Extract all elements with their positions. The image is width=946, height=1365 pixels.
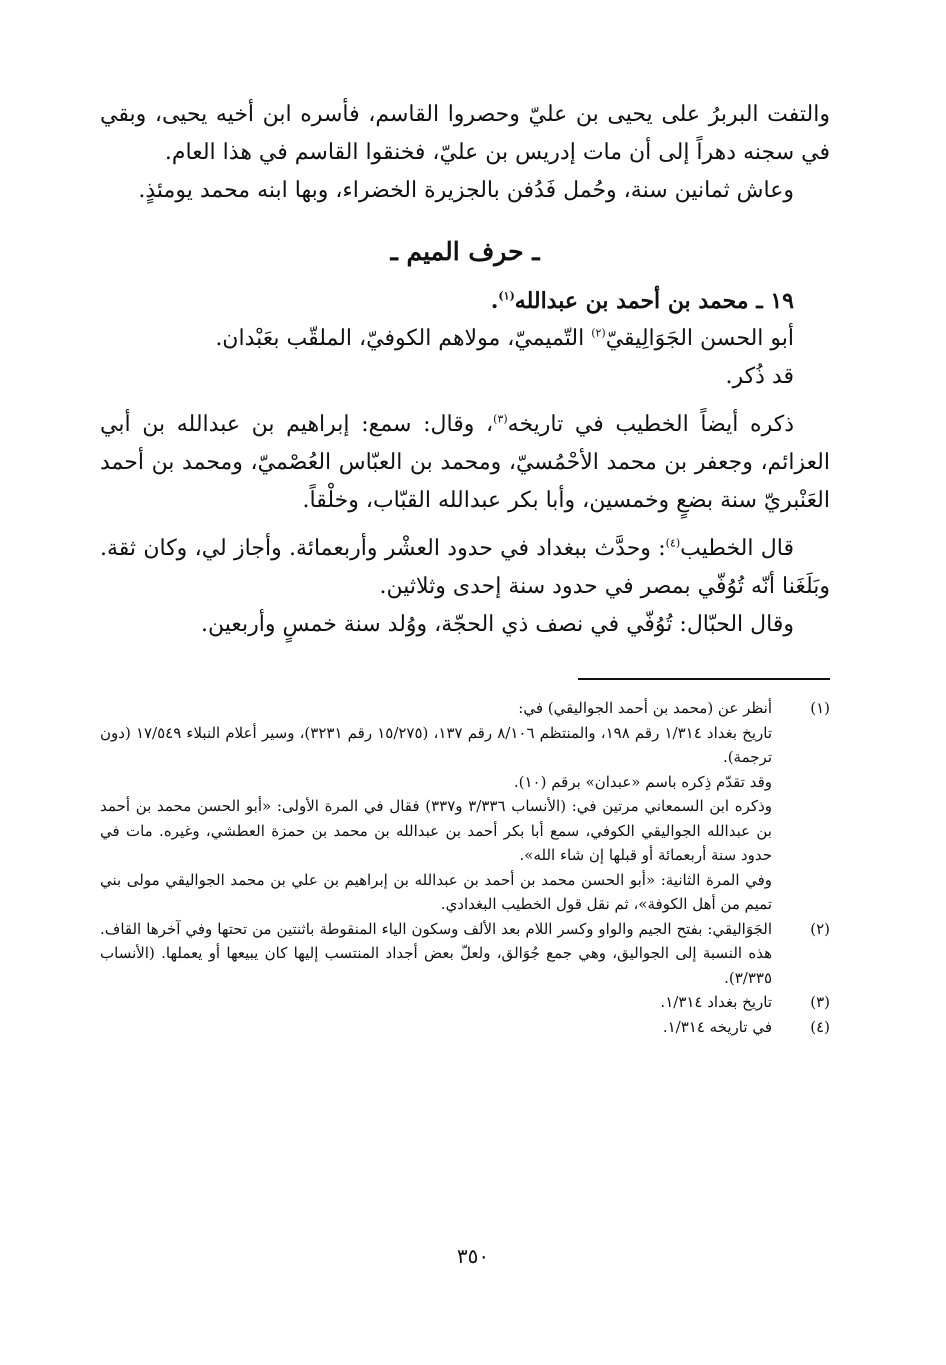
footnote-body bbox=[100, 917, 772, 991]
footnote-item bbox=[100, 917, 830, 991]
intro-line: يومئذٍ. bbox=[138, 178, 193, 203]
footnote-number: (٣) bbox=[810, 993, 830, 1011]
entry-identity bbox=[100, 320, 830, 358]
footnote-item bbox=[100, 990, 830, 1015]
intro-line: والتفت البربرُ على يحيى بن عليّ وحصروا القاسم، فأسره ابن أخيه يحيى، bbox=[154, 102, 830, 127]
intro-paragraph-2 bbox=[100, 172, 830, 210]
footnote-line: تاريخ بغداد ١/٣١٤. bbox=[660, 993, 772, 1011]
footnote-ref-3[interactable]: (٣) bbox=[493, 412, 508, 426]
footnote-body bbox=[100, 696, 772, 917]
footnote-line: وقد تقدّم ذِكره باسم «عبدان» برقم (١٠). bbox=[513, 772, 772, 791]
footnotes bbox=[100, 696, 830, 1039]
footnote-line: أنظر عن (محمد بن أحمد الجواليقي) في: bbox=[518, 699, 772, 717]
entry-heading-text: ١٩ ـ محمد بن أحمد بن عبدالله bbox=[514, 288, 794, 314]
footnote-line: في تاريخه ١/٣١٤. bbox=[662, 1017, 772, 1036]
entry-mentioned: قد ذُكر. bbox=[725, 364, 794, 389]
entry-paragraph-qala bbox=[100, 530, 830, 606]
page-number: ٣٥٠ bbox=[456, 1244, 490, 1268]
entry-paragraph-khatib bbox=[100, 406, 830, 520]
page-body bbox=[100, 96, 830, 1039]
footnote-body bbox=[100, 990, 772, 1015]
footnote-line: وذكره ابن السمعاني مرتين في: (الأنساب ٣/٣٣٦ و٣٣٧) فقال في المرة الأولى: «أبو الحسن محمد بن أحمد بن عبدالله الجواليقي الكوفي، سمع أبا بكر أحمد بن عبدالله بن محمد بن حمزة العطشي، وغيره. مات في حدود سنة أربعمائة أو قبلها إن شاء الله». bbox=[100, 797, 772, 864]
footnote-line: الجَوَاليقي: بفتح الجيم والواو وكسر اللام بعد الألف وسكون الياء المنقوطة باثنتين من تحتها وفي آخرها القاف. هذه النسبة إلى الجواليق، وهي جمع جُوَالق، ولعلّ بعض أجداد المنتسب إليها كان يبيعها أو يعملها. (الأنساب ٣/٣٣٥). bbox=[100, 919, 772, 987]
intro-paragraph-1 bbox=[100, 96, 830, 172]
entry-identity-rest: التّميميّ، مولاهم الكوفيّ، الملقّب بعَبْدان. bbox=[215, 326, 592, 351]
footnote-line: وفي المرة الثانية: «أبو الحسن محمد بن أحمد بن عبدالله بن إبراهيم بن علي بن محمد الجواليقي مولى بني تميم من أهل الكوفة»، ثم نقل قول الخطيب البغدادي. bbox=[100, 870, 772, 913]
entry-para-text: ذكره أيضاً الخطيب في تاريخه bbox=[507, 412, 794, 437]
footnote-ref-2[interactable]: (٢) bbox=[591, 326, 606, 340]
entry-paragraph-habbal: وقال الحبّال: تُوُفّي في نصف ذي الحجّة، ووُلد سنة خمسٍ وأربعين. bbox=[200, 612, 794, 637]
entry-para-text: قال الخطيب bbox=[680, 536, 794, 561]
footnote-item bbox=[100, 1015, 830, 1040]
footnote-body bbox=[100, 1015, 772, 1040]
section-title: ـ حرف الميم ـ bbox=[390, 237, 540, 266]
footnote-separator bbox=[578, 678, 830, 680]
footnote-ref-1[interactable]: (١) bbox=[498, 289, 515, 303]
entry-nisba: أبو الحسن الجَوَالِيقيّ bbox=[605, 326, 794, 351]
footnote-ref-4[interactable]: (٤) bbox=[665, 536, 681, 550]
entry-heading-end: . bbox=[490, 288, 499, 314]
entry-heading bbox=[100, 282, 830, 320]
entry-para-text: : وحدَّث ببغداد في حدود العشْر وأربعمائة. وأجاز لي، وكان ثقة. وبَلَغَنا أنّه تُوُفّي بمصر في حدود سنة إحدى وثلاثين. bbox=[100, 536, 830, 599]
entry-para-text: ، وقال: سمع: إبراهيم بن عبدالله بن أبي العزائم، وجعفر بن محمد الأحْمُسيّ، ومحمد بن العبّاس العُصْميّ، ومحمد بن أحمد العَنْبريّ سنة بضعٍ وخمسين، وأبا بكر عبدالله القبّاب، وخلْقاً. bbox=[100, 412, 830, 513]
intro-line: وبقي في سجنه دهراً إلى أن مات إدريس بن عليّ، فخنقوا القاسم في هذا bbox=[100, 102, 830, 165]
footnote-number: (٤) bbox=[810, 1017, 830, 1036]
intro-line: العام. bbox=[164, 140, 216, 165]
footnote-item bbox=[100, 696, 830, 917]
footnote-line: تاريخ بغداد ١/٣١٤ رقم ١٩٨، والمنتظم ٨/١٠٦ رقم ١٣٧، (١٥/٢٧٥ رقم ٣٢٣١)، وسير أعلام النبلاء ١٧/٥٤٩ (دون ترجمة). bbox=[100, 723, 773, 766]
footnote-number: (١) bbox=[810, 699, 830, 717]
intro-line: وعاش ثمانين سنة، وحُمل فَدُفن بالجزيرة الخضراء، وبها ابنه محمد bbox=[199, 178, 794, 203]
footnote-number: (٢) bbox=[810, 919, 830, 938]
